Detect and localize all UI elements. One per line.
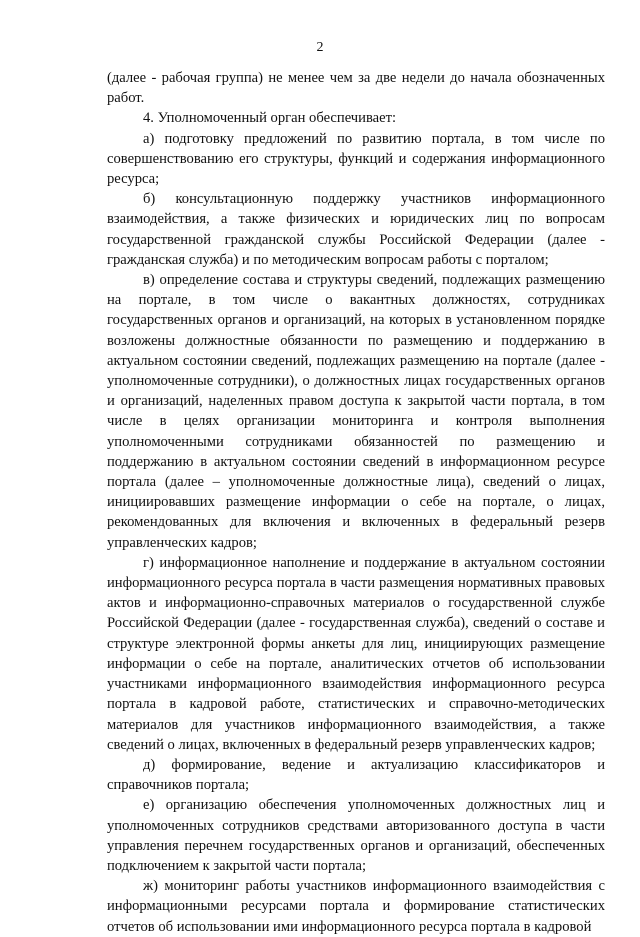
paragraph-section-4: 4. Уполномоченный орган обеспечивает: [143, 110, 397, 127]
paragraph-item-d: д) формирование, ведение и актуализацию классификаторов и справочников портала; [107, 756, 605, 794]
paragraph-item-g: г) информационное наполнение и поддержание в актуальном состоянии информационного ресурса портала в части размещения нормативных правовых актов и информационно-справочных материалов о государственной службе Российской Федерации (далее - государственная служба), сведений о составе и структуре электронной формы анкеты для лиц, инициирующих размещение информации о себе на портале, аналитических отчетов об использовании участниками информационного взаимодействия информационного ресурса портала в кадровой работе, статистических и справочно-методических материалов для участников информационного взаимодействия, а также сведений о лицах, включенных в федеральный резерв управленческих кадров; [107, 554, 605, 753]
paragraph-item-b: б) консультационную поддержку участников информационного взаимодействия, а также физических и юридических лиц по вопросам государственной гражданской службы Российской Федерации (далее - гражданская служба) и по методическим вопросам работы с порталом; [107, 191, 605, 268]
paragraph-item-zh: ж) мониторинг работы участников информационного взаимодействия с информационными ресурсами портала и формирование статистических отчетов об использовании ими информационного ресурса портала в кадровой [107, 878, 605, 935]
paragraph-continuation: (далее - рабочая группа) не менее чем за две недели до начала обозначенных работ. [107, 70, 605, 107]
paragraph-item-e: е) организацию обеспечения уполномоченных должностных лиц и уполномоченных сотрудников средствами авторизованного доступа в части управления перечнем государственных органов и организаций, обеспеченных подключением к закрытой части портала; [107, 797, 605, 874]
page-number: 2 [316, 40, 324, 55]
paragraph-item-v: в) определение состава и структуры сведений, подлежащих размещению на портале, в том числе о вакантных должностях, сотрудниках государственных органов и организаций, на которых в установленном порядке возложены должностные обязанности по размещению и поддержанию в актуальном состоянии сведений, подлежащих размещению на портале (далее - уполномоченные сотрудники), о должностных лицах государственных органов и организаций, наделенных правом доступа к закрытой части портала, в том числе в целях организации мониторинга и контроля выполнения уполномоченными сотрудниками обязанностей по размещению и поддержанию в актуальном состоянии сведений в информационном ресурсе портала (далее – уполномоченные должностные лица), сведений о лицах, инициировавших размещение информации о себе на портале, о лицах, рекомендованных для включения и включенных в федеральный резерв управленческих кадров; [107, 272, 605, 551]
document-body [107, 68, 605, 937]
paragraph-item-a: а) подготовку предложений по развитию портала, в том числе по совершенствованию его структуры, функций и содержания информационного ресурса; [107, 130, 605, 188]
